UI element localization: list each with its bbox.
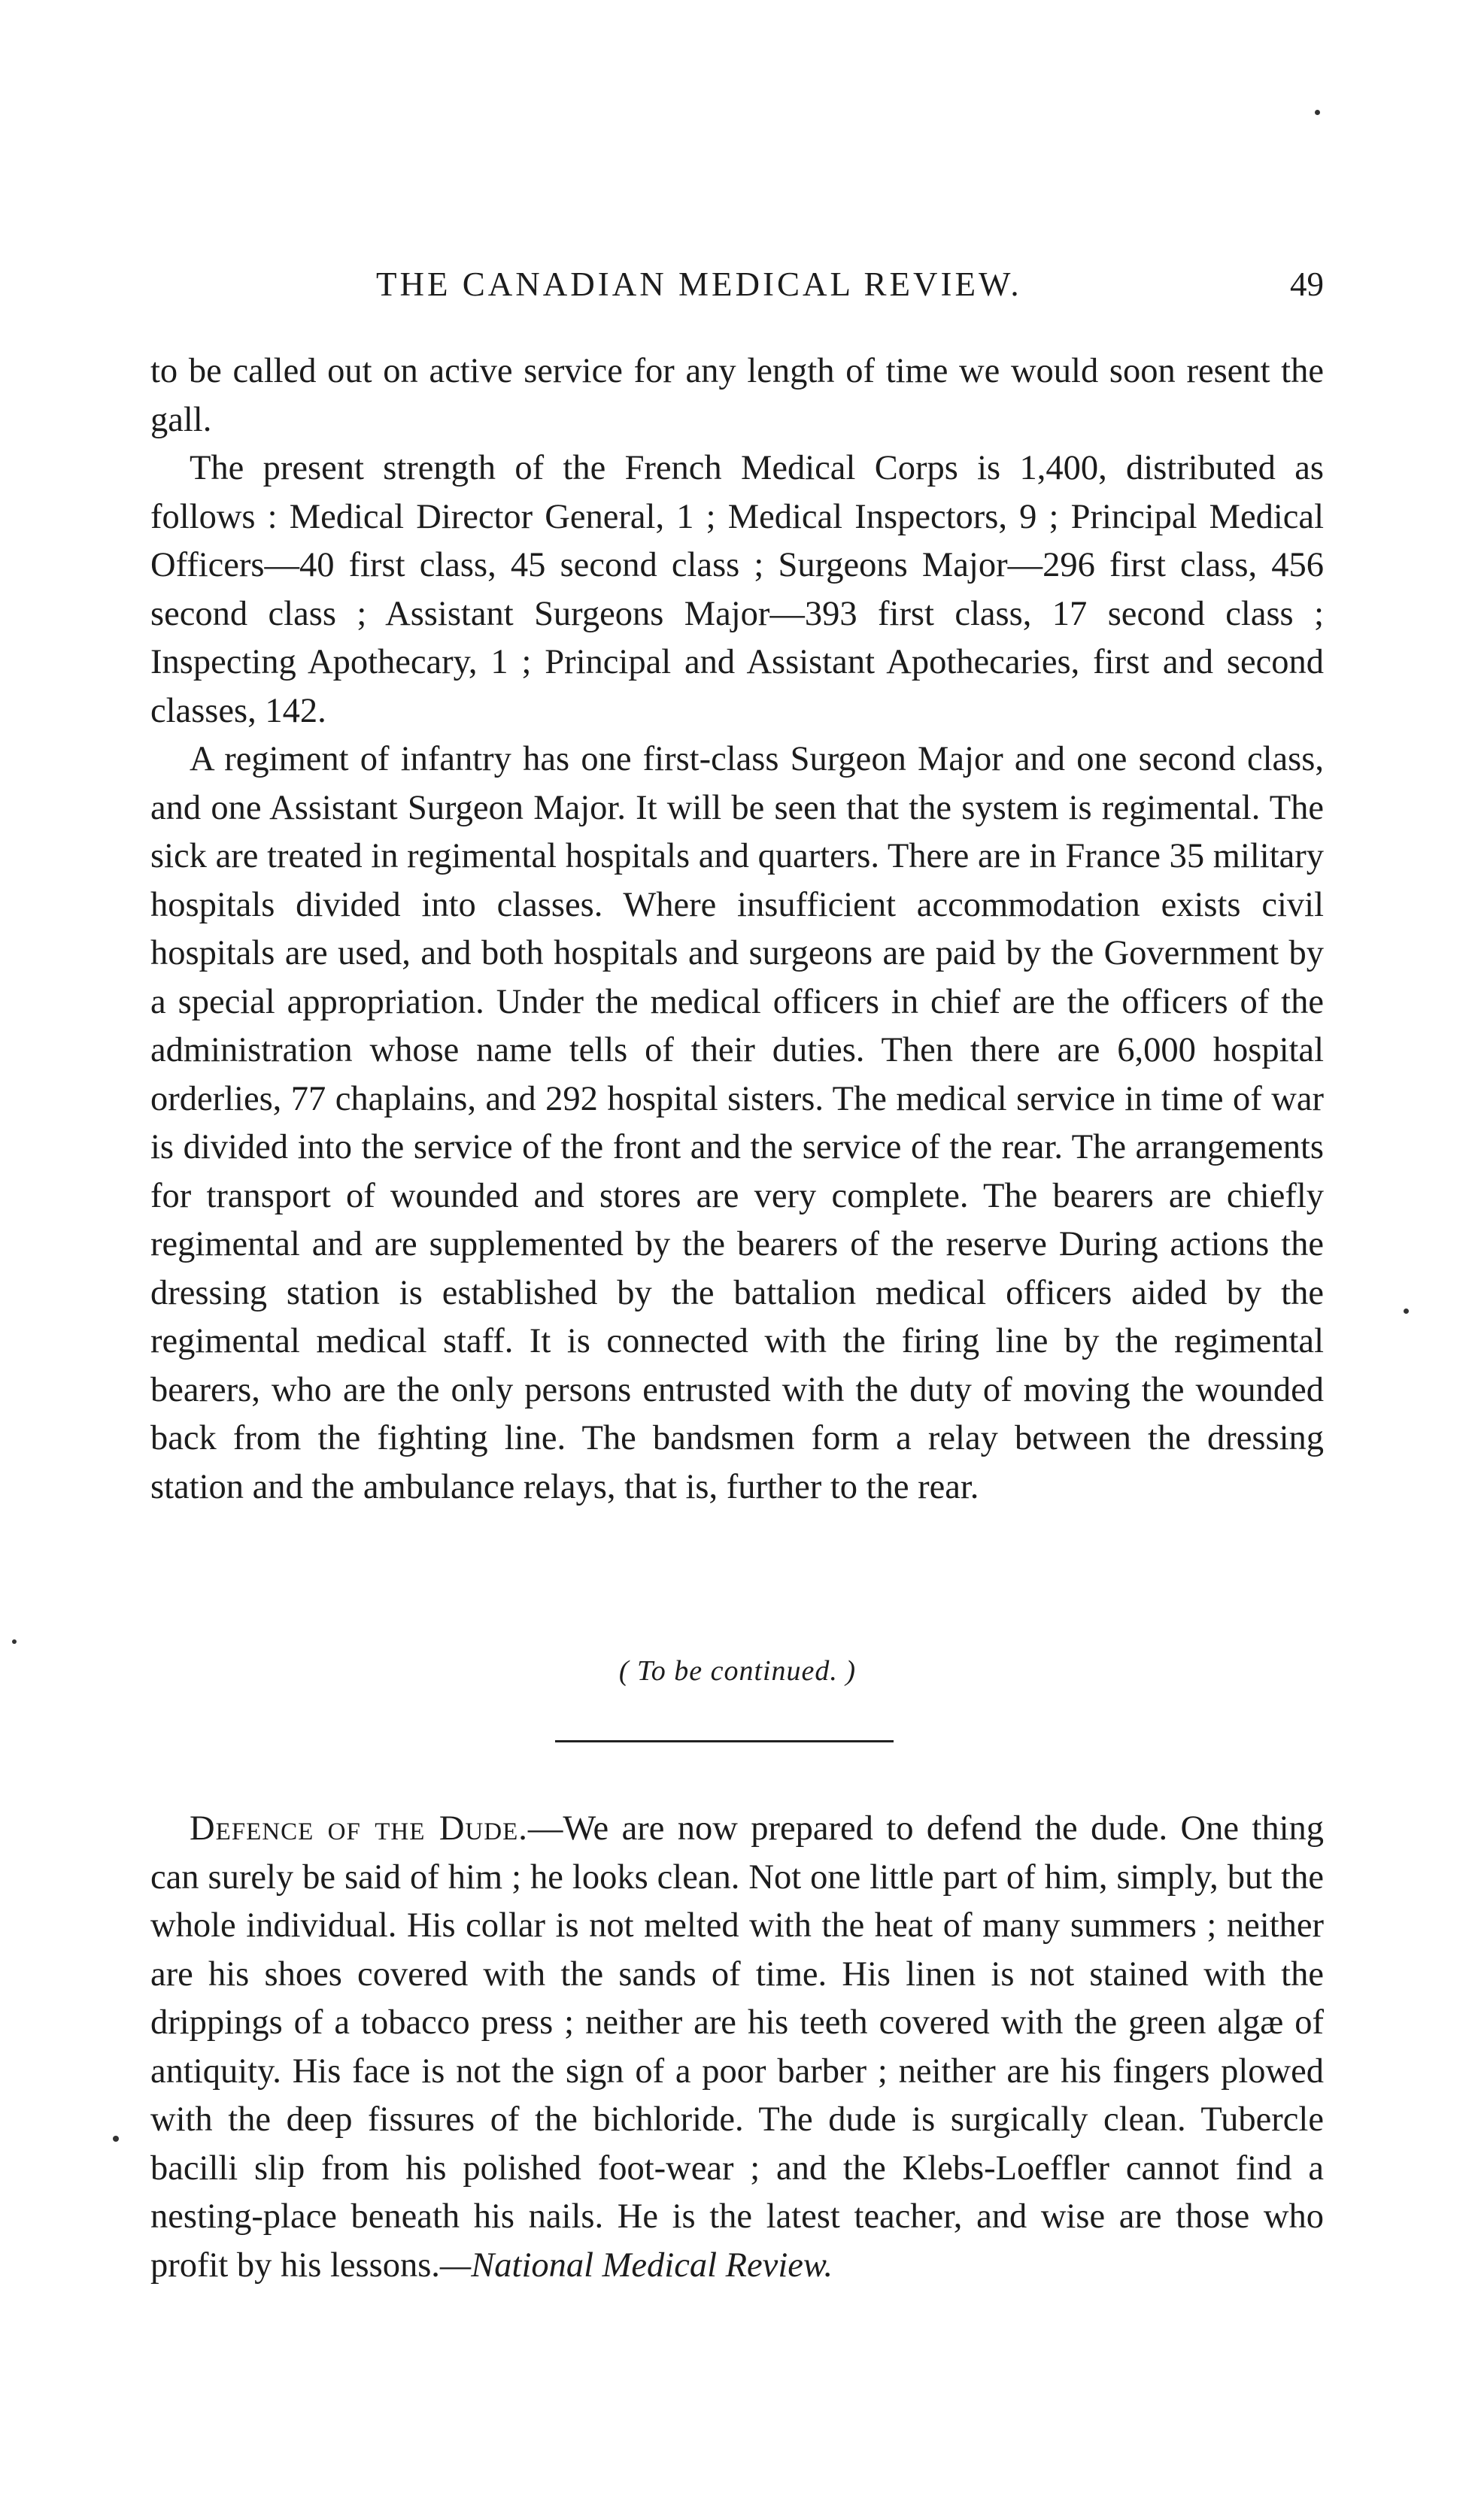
scan-speck-left-lower: [113, 2136, 119, 2142]
article-paragraph: to be called out on active service for any length of time we would soon resent the gall.: [150, 352, 1324, 439]
article-body: [150, 347, 1324, 1512]
running-title: THE CANADIAN MEDICAL REVIEW.: [376, 265, 1022, 303]
dude-source: —National Medical Review.: [439, 2246, 833, 2285]
scan-speck-right: [1404, 1309, 1409, 1314]
article-paragraph: A regiment of infantry has one first-class Surgeon Major and one second class, and one Assistant Surgeon Major. It will be seen that the system is regimental. The sick are treated in regimental hospitals and quarters. There are in France 35 military hospitals divided into classes. Where insufficient accommodation exists civil hospitals are used, and both hospitals and surgeons are paid by the Government by a special appropriation. Under the medical officers in chief are the officers of the administration whose name tells of their duties. Then there are 6,000 hospital orderlies, 77 chaplains, and 292 hospital sisters. The medical service in time of war is divided into the service of the front and the service of the rear. The arrangements for transport of wounded and stores are very complete. The bearers are chiefly regimental and are supplemented by the bearers of the reserve During actions the dressing station is established by the battalion medical officers aided by the regimental medical staff. It is connected with the firing line by the regimental bearers, who are the only persons entrusted with the duty of moving the wounded back from the fighting line. The bandsmen form a relay between the dressing station and the ambulance relays, that is, further to the rear.: [150, 740, 1324, 1506]
dude-text: —We are now prepared to defend the dude. One thing can surely be said of him ; he looks clean. Not one little part of him, simply, but the whole individual. His collar is not melted with the heat of many summers ; neither are his shoes covered with the sands of time. His linen is not stained with the drippings of a tobacco press ; neither are his teeth covered with the green algæ of antiquity. His face is not the sign of a poor barber ; neither are his fingers plowed with the deep fissures of the bichloride. The dude is surgically clean. Tubercle bacilli slip from his polished foot-wear ; and the Klebs-Loeffler cannot find a nesting-place beneath his nails. He is the latest teacher, and wise are those who profit by his lessons.: [150, 1809, 1324, 2285]
dude-heading: Defence of the Dude.: [190, 1809, 528, 1848]
scan-speck-top: [1315, 110, 1320, 115]
section-divider: [555, 1740, 894, 1742]
page-number: 49: [1290, 265, 1324, 303]
continued-note: ( To be continued. ): [618, 1655, 857, 1687]
article-paragraph: The present strength of the French Medical Corps is 1,400, distributed as follows : Medical Director General, 1 ; Medical Inspectors, 9 ; Principal Medical Officers—40 first class, 45 second class ; Surgeons Major—296 first class, 456 second class ; Assistant Surgeons Major—393 first class, 17 second class ; Inspecting Apothecary, 1 ; Principal and Assistant Apothecaries, first and second classes, 142.: [150, 449, 1324, 730]
dude-article: [150, 1805, 1324, 2290]
scan-speck-left: [12, 1639, 17, 1644]
dude-paragraph: [150, 1805, 1324, 2290]
running-head: [150, 265, 1324, 310]
